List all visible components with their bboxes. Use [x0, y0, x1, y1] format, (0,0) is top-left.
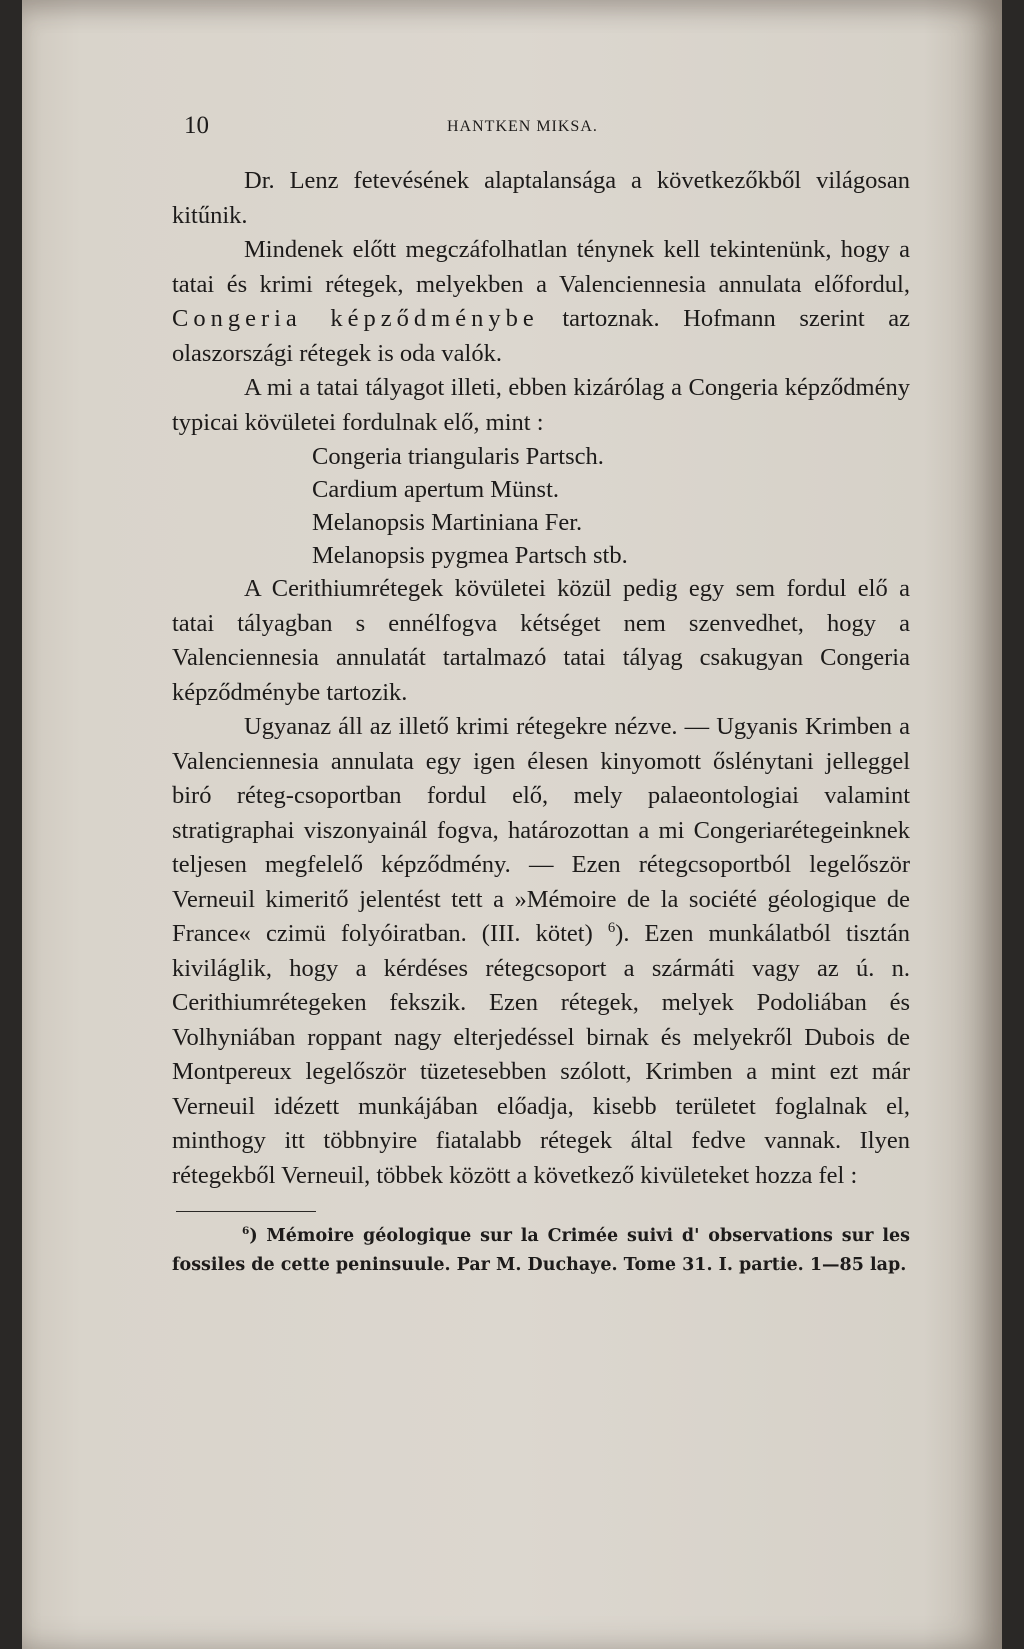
paragraph-2-spaced: Congeria képződménybe	[172, 305, 539, 332]
footnote	[172, 1222, 910, 1280]
paragraph-5-part-a: Ugyanaz áll az illető krimi rétegekre nézve. — Ugyanis Krimben a Valenciennesia annulata egy igen élesen kinyomott őslénytani jelleggel biró réteg-csoportban fordul elő, mely palaeontologiai valamint stratigraphai viszonyainál fogva, határozottan a mi Congeriarétegeinknek teljesen megfelelő képződmény. — Ezen rétegcsoportból legelőször Verneuil kimeritő jelentést tett a »Mémoire de la société géologique de France« czimü folyóiratban. (III. kötet)	[172, 713, 910, 947]
species-item: Melanopsis Martiniana Fer.	[312, 509, 583, 536]
footnote-reference: 6	[607, 919, 616, 936]
species-item: Cardium apertum Münst.	[312, 476, 560, 503]
paragraph-3: A mi a tatai tályagot illeti, ebben kizárólag a Congeria képződmény typicai kövületei fordulnak elő, mint :	[172, 374, 910, 436]
page-content	[172, 112, 910, 1280]
species-item: Congeria triangularis Partsch.	[312, 443, 604, 470]
book-page	[22, 0, 1002, 1649]
footnote-divider	[176, 1211, 316, 1212]
running-head: HANTKEN MIKSA.	[447, 118, 598, 135]
footnote-text: ) Mémoire géologique sur la Crimée suivi d' observations sur les fossiles de cette peninsuule. Par M. Duchaye. Tome 31. I. partie. 1—85 lap.	[172, 1226, 910, 1275]
footnote-marker: 6	[242, 1225, 250, 1238]
paragraph-4: A Cerithiumrétegek kövületei közül pedig egy sem fordul elő a tatai tályagban s ennélfogva kétséget nem szenvedhet, hogy a Valenciennesia annulatát tartalmazó tatai tályag csakugyan Congeria képződménybe tartozik.	[172, 575, 910, 706]
page-header	[172, 112, 910, 152]
page-number: 10	[184, 112, 209, 139]
species-list	[172, 440, 910, 572]
paragraph-5-part-b: ). Ezen munkálatból tisztán kiviláglik, hogy a kérdéses rétegcsoport a szármáti vagy az ú. n. Cerithiumrétegeken fekszik. Ezen rétegek, melyek Podoliában és Volhyniában roppant nagy elterjedéssel birnak és melyekről Dubois de Montpereux legelőször tüzetesebben szólott, Krimben a mint ezt már Verneuil idézett munkájában előadja, kisebb területet foglalnak el, minthogy itt többnyire fiatalabb rétegek által fedve vannak. Ilyen rétegekből Verneuil, többek között a következő kivületeket hozza fel :	[172, 920, 910, 1189]
paragraph-2-part-c: tartoznak. Hofmann szerint az olaszországi rétegek is oda valók.	[172, 305, 911, 367]
paragraph-1: Dr. Lenz fetevésének alaptalansága a következőkből világosan kitűnik.	[172, 167, 910, 229]
paragraph-2	[172, 233, 910, 371]
paragraph-2-part-a: Mindenek előtt megczáfolhatlan ténynek kell tekintenünk, hogy a tatai és krimi rétegek, melyekben a Valenciennesia annulata előfordul,	[172, 236, 910, 298]
paragraph-5	[172, 710, 910, 1193]
species-item: Melanopsis pygmea Partsch stb.	[312, 542, 628, 569]
